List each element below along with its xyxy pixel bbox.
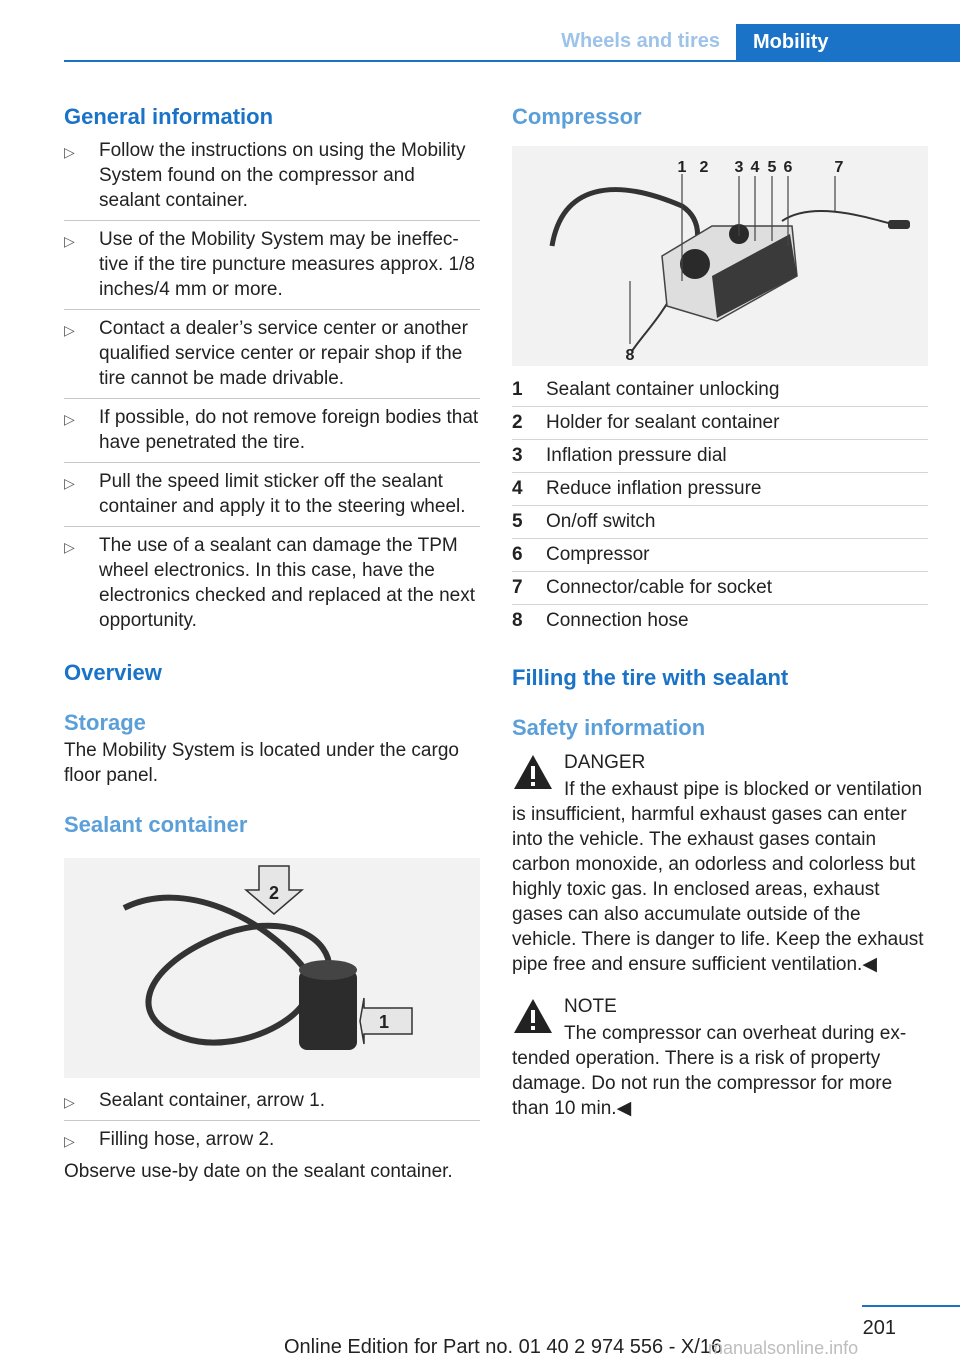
use-by-note: Observe use-by date on the sealant container. [64, 1161, 453, 1182]
callout-label-8: 8 [625, 347, 635, 364]
right-column [512, 100, 928, 1121]
callout-label-4: 4 [750, 159, 760, 176]
legend-row: 1 Sealant container unlocking [512, 374, 928, 407]
list-item: ▷ Filling hose, arrow 2. [64, 1121, 480, 1159]
list-item: ▷ Sealant container, arrow 1. [64, 1082, 480, 1121]
legend-row: 2 Holder for sealant container [512, 407, 928, 440]
warning-triangle-icon [512, 997, 554, 1035]
header-rule [64, 60, 960, 62]
callout-label-6: 6 [783, 159, 793, 176]
edition-line: Online Edition for Part no. 01 40 2 974 556 - X/16 [284, 1336, 723, 1358]
storage-text: The Mobility System is located under the cargo floor panel. [64, 740, 459, 786]
note-text: The compressor can overheat during extended operation. There is a risk of property damage. Do not run the compressor for more than 10 min.◀ [512, 1023, 907, 1119]
header-section-title: Wheels and tires [561, 30, 720, 52]
arrow-label-2: 2 [268, 883, 280, 903]
callout-label-2: 2 [699, 159, 709, 176]
compressor-illustration [512, 146, 928, 366]
callout-label-7: 7 [834, 159, 844, 176]
triangle-bullet-icon: ▷ [64, 233, 75, 249]
note-notice [512, 993, 928, 1021]
warning-triangle-icon [512, 753, 554, 791]
storage-heading: Storage [64, 710, 146, 735]
list-item: ▷ Contact a dealer’s service center or another qualified service center or repair shop if the tire cannot be made drivable. [64, 310, 480, 399]
legend-row: 5 On/off switch [512, 506, 928, 539]
watermark: manualsonline.info [708, 1338, 859, 1358]
general-bullet-list [64, 132, 480, 640]
sealant-bullet-list [64, 1082, 480, 1159]
list-item: ▷ If possible, do not remove foreign bodies that have penetrated the tire. [64, 399, 480, 463]
sealant-container-illustration [64, 858, 480, 1078]
list-item: ▷ Use of the Mobility System may be ineffective if the tire puncture measures approx. 1/8 inches/4 mm or more. [64, 221, 480, 310]
legend-row: 8 Connection hose [512, 610, 689, 631]
footer-rule [862, 1305, 960, 1307]
general-information-heading: General information [64, 104, 274, 129]
list-item: ▷ The use of a sealant can damage the TPM wheel electronics. In this case, have the electronics checked and replaced at the next opportunity. [64, 535, 476, 631]
compressor-figure [512, 146, 928, 366]
sealant-container-figure [64, 858, 480, 1078]
callout-label-1: 1 [677, 159, 687, 176]
legend-row: 7 Connector/cable for socket [512, 572, 928, 605]
note-label: NOTE [564, 996, 617, 1017]
compressor-heading: Compressor [512, 104, 642, 129]
sealant-container-heading: Sealant container [64, 812, 248, 837]
list-item: ▷ Follow the instructions on using the Mobility System found on the compressor and sealant container. [64, 132, 480, 221]
page-number: 201 [862, 1317, 896, 1339]
legend-row: 6 Compressor [512, 539, 928, 572]
header-tab-mobility: Mobility [736, 24, 960, 62]
triangle-bullet-icon: ▷ [64, 539, 75, 555]
list-item: ▷ Pull the speed limit sticker off the sealant container and apply it to the steering wheel. [64, 463, 480, 527]
danger-label: DANGER [564, 752, 646, 773]
triangle-bullet-icon: ▷ [64, 144, 75, 160]
triangle-bullet-icon: ▷ [64, 322, 75, 338]
safety-information-heading: Safety information [512, 715, 706, 740]
overview-heading: Overview [64, 660, 162, 685]
left-column [64, 100, 480, 1184]
triangle-bullet-icon: ▷ [64, 1133, 75, 1149]
arrow-label-1: 1 [378, 1012, 390, 1032]
triangle-bullet-icon: ▷ [64, 1094, 75, 1110]
callout-label-3: 3 [734, 159, 744, 176]
danger-text: If the exhaust pipe is blocked or ventilation is insufficient, harmful exhaust gases can enter into the vehicle. The exhaust gases contain carbon monoxide, an odorless and colorless but highly toxic gas. In enclosed areas, exhaust gases can also accumulate outside of the vehicle. There is danger to life. Keep the exhaust pipe free and ensure sufficient ventilation.◀ [512, 779, 924, 975]
legend-row: 3 Inflation pressure dial [512, 440, 928, 473]
triangle-bullet-icon: ▷ [64, 411, 75, 427]
legend-row: 4 Reduce inflation pressure [512, 473, 928, 506]
filling-heading: Filling the tire with sealant [512, 665, 789, 690]
triangle-bullet-icon: ▷ [64, 475, 75, 491]
danger-notice [512, 749, 928, 777]
callout-label-5: 5 [767, 159, 777, 176]
compressor-legend [512, 374, 928, 637]
